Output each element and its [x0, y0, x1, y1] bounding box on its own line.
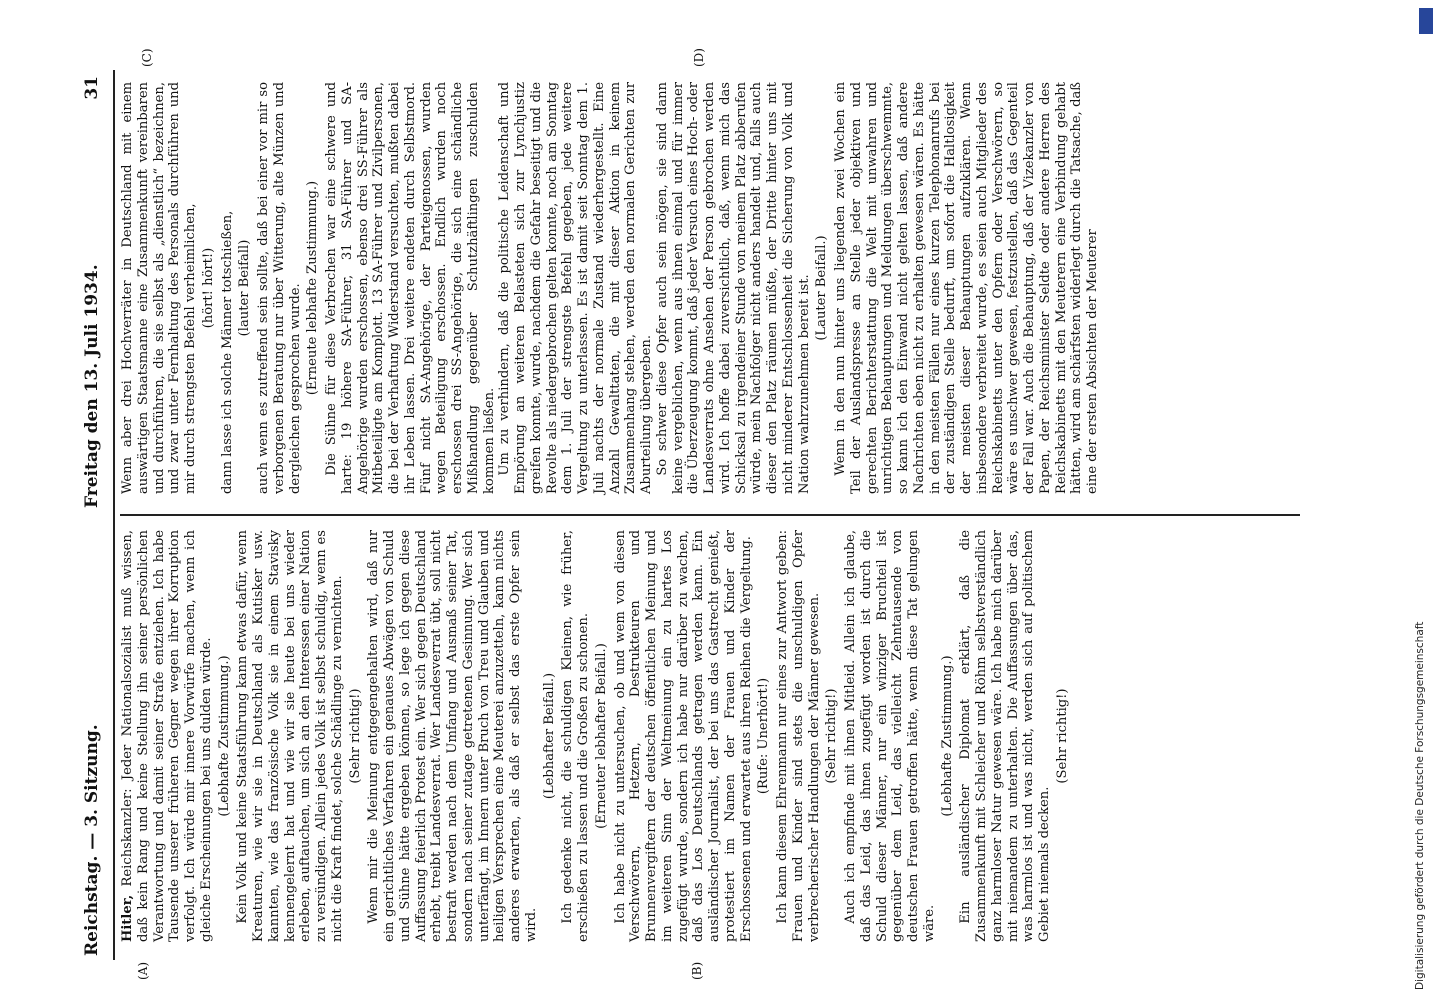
interjection: (lauter Beifall): [237, 239, 253, 337]
page-number: 31: [82, 76, 102, 100]
page-header: [80, 70, 106, 960]
header-rule: [113, 70, 115, 960]
interjection: (Lebhafte Zustimmung.): [939, 655, 955, 817]
paragraph: Ein ausländischer Diplomat erklärt, daß die Zusammenkunft mit Schleicher und Röhm selbstverständlich ganz harmloser Natur gewesen wäre. Ich habe mich darüber mit niemandem zu unterhalten. Die Auffassungen über das, was harmlos ist und was nicht, werden sich auf politischem Gebiet niemals decken.: [958, 530, 1052, 942]
margin-marker-c: (C): [140, 48, 154, 67]
paragraph: Die Sühne für diese Verbrechen war eine schwere und harte: 19 höhere SA-Führer, 31 SA-Führer und SA-Angehörige wurden erschossen, ebenso drei SS-Führer als Mitbeteiligte am Komplott. 13 SA-Führer und Zivilpersonen, die bei der Verhaftung Widerstand versuchten, mußten dabei ihr Leben lassen. Drei weitere endeten durch Selbstmord. Fünf nicht SA-Angehörige, der Parteigenossen, wurden wegen Beteiligung erschossen. Endlich wurden noch erschossen drei SS-Angehörige, die sich eine schändliche Mißhandlung gegenüber Schutzhäftlingen zuschulden kommen ließen.: [324, 82, 497, 494]
digitization-text: Digitalisierung gefördert durch die Deutsche Forschungsgemeinschaft: [1414, 621, 1426, 990]
interjection: (hört! hört!): [200, 247, 216, 329]
paragraph: dann lasse ich solche Männer totschießen,: [219, 210, 235, 494]
interjection: (Sehr richtig!): [824, 688, 840, 784]
column-divider: [120, 515, 1300, 517]
paragraph: Um zu verhindern, daß die politische Leidenschaft und Empörung an weiteren Belasteten sich zur Lynchjustiz greifen konnte, wurde, nachdem die Gefahr beseitigt und die Revolte als niedergebrochen gelten konnte, noch am Sonntag dem 1. Juli der strengste Befehl gegeben, jede weitere Vergeltung zu unterlassen. Es ist damit seit Sonntag dem 1. Juli nachts der normale Zustand wiederhergestellt. Eine Anzahl Gewalttaten, die mit dieser Aktion in keinem Zusammenhang stehen, werden den normalen Gerichten zur Aburteilung übergeben.: [497, 82, 654, 494]
margin-marker-d: (D): [692, 48, 706, 67]
paragraph: Ich gedenke nicht, die schuldigen Kleinen, wie früher, erschießen zu lassen und die Großen zu schonen.: [560, 530, 591, 942]
paragraph: auch wenn es zutreffend sein sollte, daß bei einer vor mir so verborgenen Beratung nur über Witterung, alte Münzen und dergleichen gesprochen wurde.: [256, 82, 303, 494]
paragraph: Wenn aber drei Hochverräter in Deutschland mit einem auswärtigen Staatsmanne eine Zusammenkunft vereinbaren und durchführen, die sie selbst als „dienstlich“ bezeichnen, und zwar unter Fernhaltung des Personals durchführen und mir durch strengsten Befehl verheimlichen,: [120, 82, 198, 494]
speaker-role: Reichskanzler:: [120, 788, 135, 887]
left-column: [120, 530, 1074, 942]
paragraph: So schwer diese Opfer auch sein mögen, sie sind dann keine vergeblichen, wenn aus ihnen einmal und für immer die Überzeugung kommt, daß jeder Versuch eines Hoch- oder Landesverrats ohne Ansehen der Person gebrochen werden wird. Ich hoffe dabei zuversichtlich, daß, wenn mich das Schicksal zu irgendeiner Stunde von meinem Platz abberufen würde, mein Nachfolger nicht anders handelt und, falls auch dieser den Platz räumen müßte, der Dritte hinter uns mit nicht minderer Entschlossenheit die Sicherung von Volk und Nation wahrzunehmen bereit ist.: [654, 82, 812, 494]
interjection: (Erneuter lebhafter Beifall.): [593, 643, 609, 829]
interjection: (Sehr richtig!): [1054, 688, 1070, 784]
paragraph: [120, 530, 215, 942]
margin-marker-b: (B): [690, 961, 704, 980]
header-title: Reichstag. — 3. Sitzung.: [82, 724, 102, 956]
paragraph: Wenn in den nun hinter uns liegenden zwei Wochen ein Teil der Auslandspresse an Stelle jeder objektiven und gerechten Berichterstattung die Welt mit unwahren und unrichtigen Behauptungen und Meldungen überschwemmte, so kann ich den Einwand nicht gelten lassen, daß andere Nachrichten eben nicht zu erhalten gewesen wären. Es hätte in den meisten Fällen nur eines kurzen Telephonanrufs bei der zuständigen Stelle bedurft, um sofort die Haltlosigkeit der meisten dieser Behauptungen aufzuklären. Wenn insbesondere verbreitet wurde, es seien auch Mitglieder des Reichskabinetts unter den Opfern oder Verschwörern, so wäre es unschwer gewesen, festzustellen, daß das Gegenteil der Fall war. Auch die Behauptung, daß der Vizekanzler von Papen, der Reichsminister Seldte oder andere Herren des Reichskabinetts mit den Meuterern eine Verbindung gehabt hätten, wird am schärfsten widerlegt durch die Tatsache, daß eine der ersten Absichten der Meuterer: [833, 82, 1100, 494]
paragraph: Auch ich empfinde mit ihnen Mitleid. Allein ich glaube, daß das Leid, das ihnen zugefügt worden ist durch die Schuld dieser Männer, nur ein winziger Bruchteil ist gegenüber dem Leid, das vielleicht Zehntausende von deutschen Frauen getroffen hätte, wenn diese Tat gelungen wäre.: [843, 530, 937, 942]
paragraph: Kein Volk und keine Staatsführung kann etwas dafür, wenn Kreaturen, wie wir sie in Deutschland als Kutisker usw. kannten, wie das französische Volk sie in einem Stavisky kennengelernt hat und wie wir sie heute bei uns wieder erleben, auftauchen, um sich an den Interessen einer Nation zu versündigen. Allein jedes Volk ist selbst schuldig, wenn es nicht die Kraft findet, solche Schädlinge zu vernichten.: [235, 530, 345, 942]
interjection: (Rufe: Unerhört!): [756, 677, 772, 795]
interjection: (Lebhafte Zustimmung.): [216, 655, 232, 817]
paragraph: Ich habe nicht zu untersuchen, ob und wem von diesen Verschwörern, Hetzern, Destrukteuren und Brunnenvergiftern der deutschen öffentlichen Meinung und im weiteren Sinn der Weltmeinung ein zu hartes Los zugefügt wurde, sondern ich habe nur darüber zu wachen, daß das Los Deutschlands getragen werden kann. Ein ausländischer Journalist, der bei uns das Gastrecht genießt, protestiert im Namen der Frauen und Kinder der Erschossenen und erwartet aus ihren Reihen die Vergeltung.: [612, 530, 754, 942]
dfg-logo: [1419, 8, 1433, 34]
interjection: (Sehr richtig!): [347, 688, 363, 784]
header-date: Freitag den 13. Juli 1934.: [82, 264, 102, 508]
speaker-name: Hitler,: [120, 894, 135, 942]
rotated-page: [80, 48, 1320, 980]
interjection: (Lauter Beifall.): [814, 235, 830, 341]
paragraph: Wenn mir die Meinung entgegengehalten wird, daß nur ein gerichtliches Verfahren ein genaues Abwägen von Schuld und Sühne hätte ergeben können, so lege ich gegen diese Auffassung feierlich Protest ein. Wer sich gegen Deutschland erhebt, treibt Landesverrat. Wer Landesverrat übt, soll nicht bestraft werden nach dem Umfang und Ausmaß seiner Tat, sondern nach seiner zutage getretenen Gesinnung. Wer sich unterfängt, im Innern unter Bruch von Treu und Glauben und heiligen Versprechen eine Meuterei anzuzetteln, kann nichts anderes erwarten, als daß er selbst das erste Opfer sein wird.: [366, 530, 539, 942]
paragraph-text: Jeder Nationalsozialist muß wissen, daß kein Rang und keine Stellung ihn seiner persönlichen Verantwortung und damit seiner Strafe entziehen. Ich habe Tausende unserer früheren Gegner wegen ihrer Korruption verfolgt. Ich würde mir innere Vorwürfe machen, wenn ich gleiche Erscheinungen bei uns dulden würde.: [120, 530, 214, 942]
margin-marker-a: (A): [136, 961, 150, 980]
digitization-note: [1410, 0, 1434, 1000]
paragraph: Ich kann diesem Ehrenmann nur eines zur Antwort geben: Frauen und Kinder sind stets die unschuldigen Opfer verbrecherischer Handlungen der Männer gewesen.: [775, 530, 822, 942]
interjection: (Lebhafter Beifall.): [541, 672, 557, 800]
right-column: [120, 82, 1101, 494]
interjection: (Erneute lebhafte Zustimmung.): [305, 180, 321, 396]
